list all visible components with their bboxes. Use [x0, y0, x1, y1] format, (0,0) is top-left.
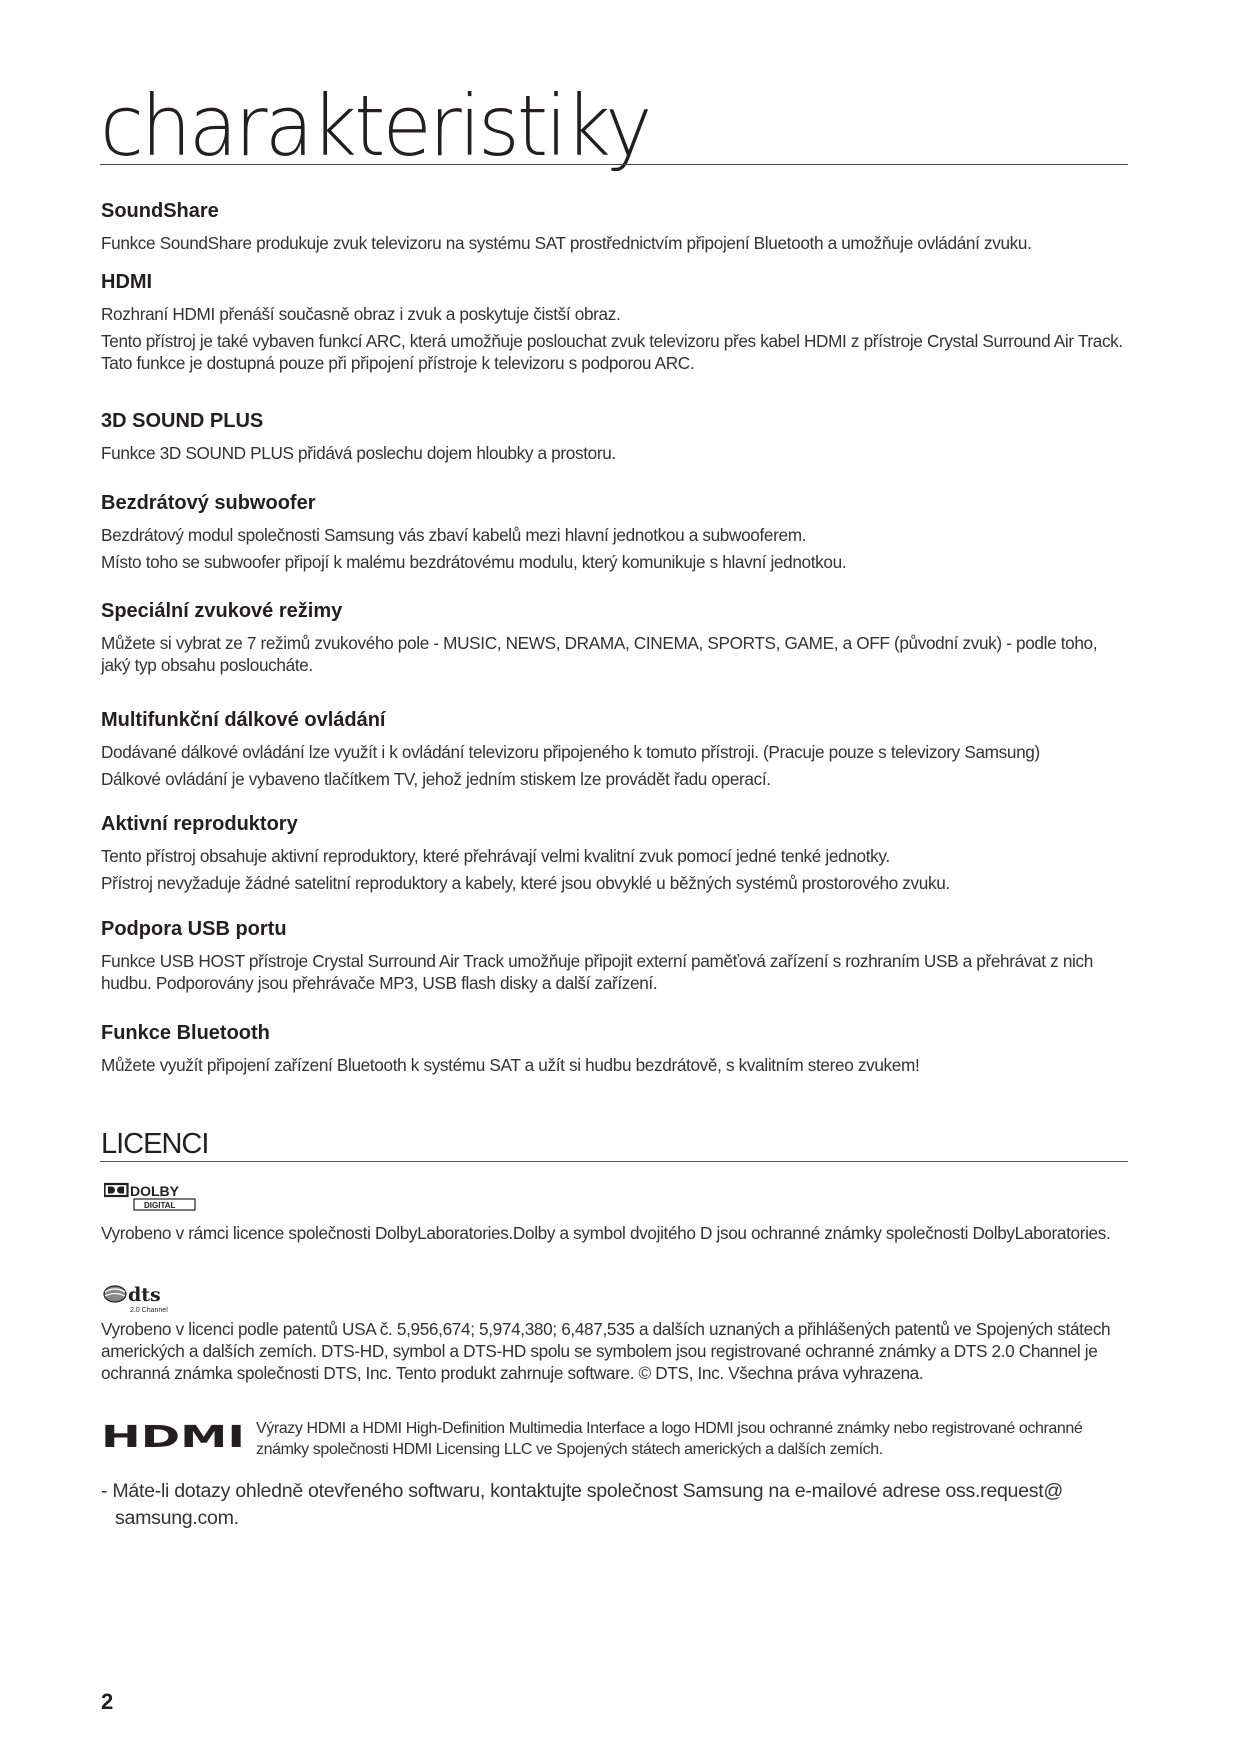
feature-heading: Podpora USB portu [101, 918, 287, 940]
feature-description: Rozhraní HDMI přenáší současně obraz i zvuk a poskytuje čistší obraz. [101, 304, 621, 324]
feature-remote-control [101, 707, 1127, 795]
page-title: charakteristiky [100, 77, 650, 175]
feature-wireless-subwoofer [101, 490, 1127, 578]
dolby-logo-sub: DIGITAL [144, 1201, 176, 1210]
feature-heading: 3D SOUND PLUS [101, 410, 264, 432]
feature-description: Funkce USB HOST přístroje Crystal Surround Air Track umožňuje připojit externí paměťová zařízení s rozhraním USB a přehrávat z nich hudbu. Podporovány jsou přehrávače MP3, USB flash disky a další zařízení. [101, 951, 1093, 993]
feature-description: Tento přístroj obsahuje aktivní reproduktory, které přehrávají velmi kvalitní zvuk pomocí jedné tenké jednotky. [101, 846, 890, 866]
feature-3d-sound-plus [101, 408, 1127, 469]
feature-sound-modes [101, 598, 1127, 681]
dolby-digital-logo [104, 1182, 196, 1212]
feature-heading: HDMI [101, 271, 153, 293]
licenses-title: LICENCI [101, 1128, 209, 1160]
dts-logo-word: dts [128, 1285, 161, 1306]
open-source-note: - Máte-li dotazy ohledně otevřeného softwaru, kontaktujte společnost Samsung na e-mailové adrese oss.request@ samsung.com. [101, 1480, 1063, 1529]
feature-description: Dodávané dálkové ovládání lze využít i k ovládání televizoru připojeného k tomuto přístroji. (Pracuje pouze s televizory Samsung) [101, 742, 1040, 762]
feature-usb-support [101, 916, 1127, 999]
title-divider [100, 164, 1128, 165]
feature-heading: Funkce Bluetooth [101, 1022, 270, 1044]
feature-heading: SoundShare [101, 200, 219, 222]
feature-heading: Bezdrátový subwoofer [101, 492, 316, 514]
feature-description: Tento přístroj je také vybaven funkcí ARC, která umožňuje poslouchat zvuk televizoru přes kabel HDMI z přístroje Crystal Surround Air Track. Tato funkce je dostupná pouze při připojení přístroje k televizoru s podporou ARC. [101, 331, 1123, 373]
hdmi-logo-word: HDMI [101, 1423, 245, 1449]
feature-hdmi [101, 269, 1127, 379]
feature-active-speakers [101, 811, 1127, 899]
dolby-license-text: Vyrobeno v rámci licence společnosti DolbyLaboratories.Dolby a symbol dvojitého D jsou ochranné známky společnosti DolbyLaboratories. [101, 1223, 1111, 1243]
feature-description: Bezdrátový modul společnosti Samsung vás zbaví kabelů mezi hlavní jednotkou a subwooferem. [101, 525, 807, 545]
dts-logo-sub: 2.0 Channel [130, 1307, 168, 1314]
feature-description: Dálkové ovládání je vybaveno tlačítkem TV, jehož jedním stiskem lze provádět řadu operací. [101, 769, 771, 789]
feature-description: Funkce SoundShare produkuje zvuk televizoru na systému SAT prostřednictvím připojení Bluetooth a umožňuje ovládání zvuku. [101, 233, 1032, 253]
feature-description: Můžete si vybrat ze 7 režimů zvukového pole - MUSIC, NEWS, DRAMA, CINEMA, SPORTS, GAME, a OFF (původní zvuk) - podle toho, jaký typ obsahu posloucháte. [101, 633, 1098, 675]
licenses-divider [100, 1161, 1128, 1162]
feature-soundshare [101, 198, 1127, 259]
feature-description: Můžete využít připojení zařízení Bluetooth k systému SAT a užít si hudbu bezdrátově, s kvalitním stereo zvukem! [101, 1055, 920, 1075]
feature-bluetooth [101, 1020, 1127, 1081]
feature-heading: Multifunkční dálkové ovládání [101, 709, 386, 731]
dts-license-text: Vyrobeno v licenci podle patentů USA č. 5,956,674; 5,974,380; 6,487,535 a dalších uznaných a přihlášených patentů ve Spojených státech amerických a dalších zemích. DTS-HD, symbol a DTS-HD spolu se symbolem jsou registrované ochranné známky a DTS 2.0 Channel je ochranná známka společnosti DTS, Inc. Tento produkt zahrnuje software. © DTS, Inc. Všechna práva vyhrazena. [101, 1319, 1111, 1383]
dts-logo [103, 1285, 183, 1315]
feature-description: Funkce 3D SOUND PLUS přidává poslechu dojem hloubky a prostoru. [101, 443, 616, 463]
dolby-logo-word: DOLBY [130, 1183, 179, 1199]
feature-description: Přístroj nevyžaduje žádné satelitní reproduktory a kabely, které jsou obvyklé u běžných systémů prostorového zvuku. [101, 873, 950, 893]
feature-description: Místo toho se subwoofer připojí k malému bezdrátovému modulu, který komunikuje s hlavní jednotkou. [101, 552, 847, 572]
hdmi-license-text: Výrazy HDMI a HDMI High-Definition Multimedia Interface a logo HDMI jsou ochranné známky nebo registrované ochranné známky společnosti HDMI Licensing LLC ve Spojených státech amerických a dalších zemích. [256, 1420, 1083, 1458]
feature-heading: Speciální zvukové režimy [101, 600, 343, 622]
page-number: 2 [101, 1689, 114, 1714]
hdmi-logo [101, 1423, 247, 1449]
feature-heading: Aktivní reproduktory [101, 813, 298, 835]
